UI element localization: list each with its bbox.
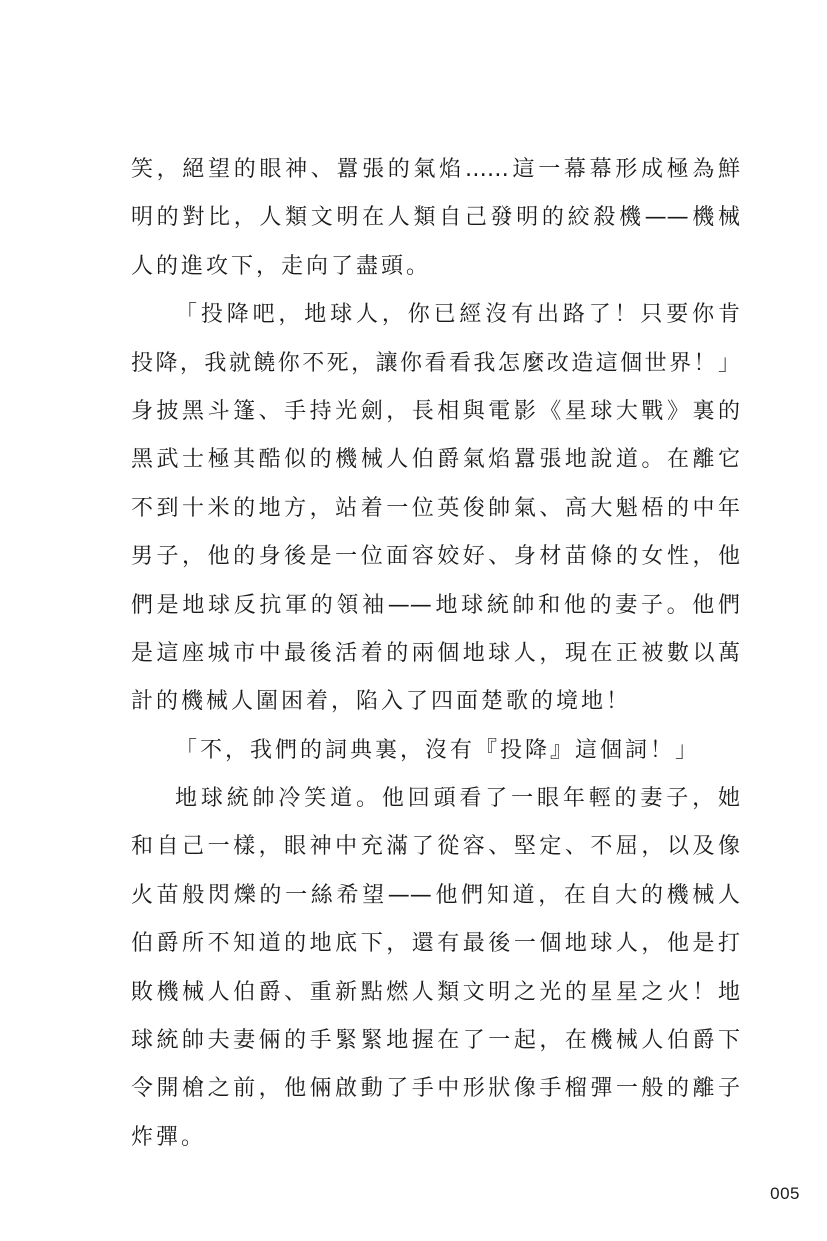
page-body bbox=[131, 146, 740, 1162]
text-line: 投降，我就饒你不死，讓你看看我怎麼改造這個世界！」 bbox=[131, 350, 740, 376]
text-line: 令開槍之前，他倆啟動了手中形狀像手榴彈一般的離子 bbox=[131, 1076, 740, 1102]
text-line: 身披黑斗篷、手持光劍，長相與電影《星球大戰》裏的 bbox=[131, 398, 740, 424]
text-line: 明的對比，人類文明在人類自己發明的絞殺機——機械 bbox=[131, 205, 740, 231]
text-line: 不到十米的地方，站着一位英俊帥氣、高大魁梧的中年 bbox=[131, 495, 740, 521]
text-line: 笑，絕望的眼神、囂張的氣焰……這一幕幕形成極為鮮 bbox=[131, 157, 740, 182]
text-line: 們是地球反抗軍的領袖——地球統帥和他的妻子。他們 bbox=[131, 592, 740, 618]
text-line: 火苗般閃爍的一絲希望——他們知道，在自大的機械人 bbox=[131, 882, 740, 908]
page-number: 005 bbox=[770, 1184, 800, 1203]
text-line: 炸彈。 bbox=[131, 1124, 207, 1150]
text-line: 伯爵所不知道的地底下，還有最後一個地球人，他是打 bbox=[131, 931, 740, 957]
text-line: 黑武士極其酷似的機械人伯爵氣焰囂張地說道。在離它 bbox=[131, 447, 740, 473]
text-line: 「投降吧，地球人，你已經沒有出路了！只要你肯 bbox=[175, 302, 740, 328]
text-line: 「不，我們的詞典裏，沒有『投降』這個詞！」 bbox=[175, 737, 701, 763]
text-line: 男子，他的身後是一位面容姣好、身材苗條的女性，他 bbox=[131, 544, 740, 570]
text-line: 人的進攻下，走向了盡頭。 bbox=[131, 253, 432, 279]
text-line: 和自己一樣，眼神中充滿了從容、堅定、不屈，以及像 bbox=[131, 834, 740, 860]
text-line: 球統帥夫妻倆的手緊緊地握在了一起，在機械人伯爵下 bbox=[131, 1028, 740, 1054]
text-line: 計的機械人圍困着，陷入了四面楚歌的境地！ bbox=[131, 689, 632, 715]
text-line: 敗機械人伯爵、重新點燃人類文明之光的星星之火！地 bbox=[131, 979, 740, 1005]
text-line: 地球統帥冷笑道。他回頭看了一眼年輕的妻子，她 bbox=[175, 786, 740, 812]
text-line: 是這座城市中最後活着的兩個地球人，現在正被數以萬 bbox=[131, 640, 740, 666]
